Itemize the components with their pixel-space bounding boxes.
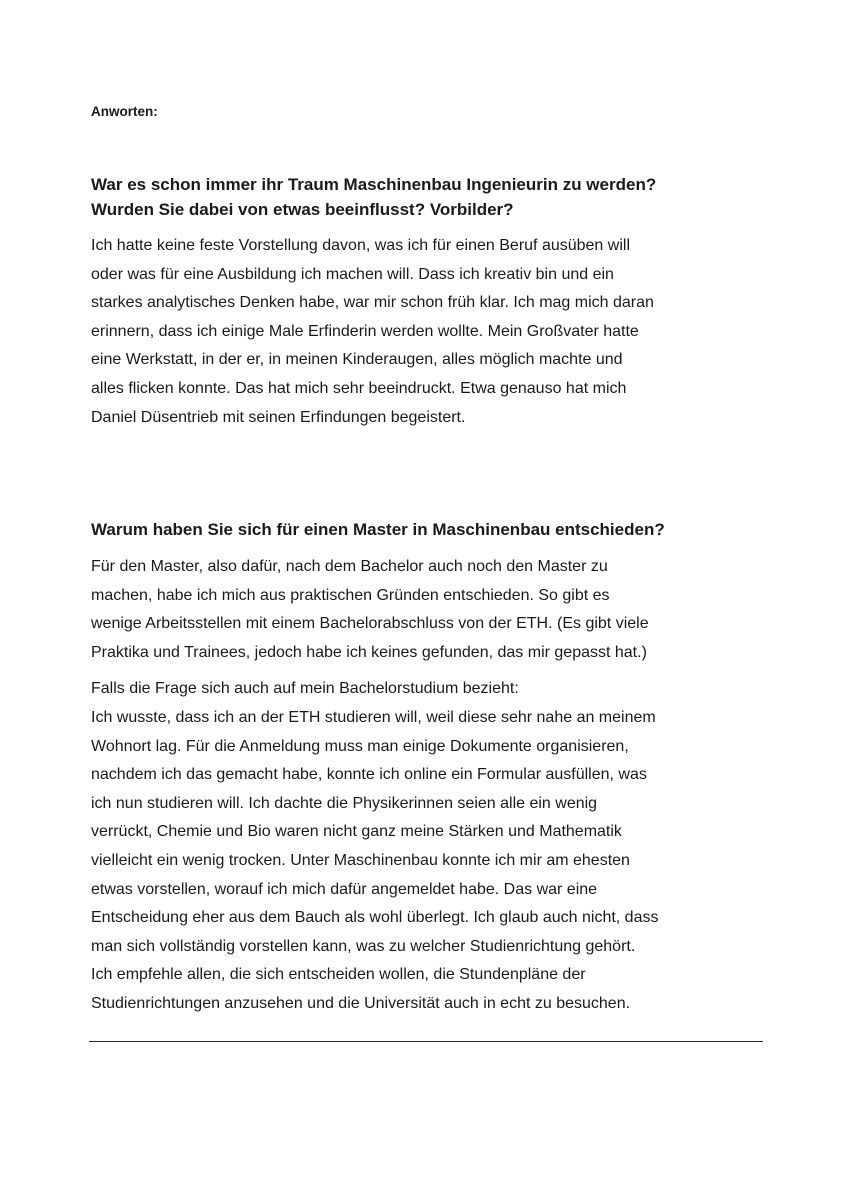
footer-divider (89, 1041, 763, 1042)
question-heading (91, 517, 781, 542)
question-line: War es schon immer ihr Traum Maschinenbau Ingenieurin zu werden? (91, 175, 657, 194)
text-line: starkes analytisches Denken habe, war mir schon früh klar. Ich mag mich daran (91, 294, 654, 312)
answer-paragraph (91, 553, 781, 667)
text-line: Falls die Frage sich auch auf mein Bachelorstudium bezieht: (91, 680, 519, 698)
text-line: Entscheidung eher aus dem Bauch als wohl überlegt. Ich glaub auch nicht, dass (91, 909, 659, 927)
text-line: Ich hatte keine feste Vorstellung davon, was ich für einen Beruf ausüben will (91, 237, 630, 254)
answer-paragraph (91, 232, 781, 432)
text-line: Daniel Düsentrieb mit seinen Erfindungen begeistert. (91, 408, 466, 426)
qa-section-1 (91, 172, 781, 432)
text-line: eine Werkstatt, in der er, in meinen Kinderaugen, alles möglich machte und (91, 351, 623, 369)
text-line: verrückt, Chemie und Bio waren nicht ganz meine Stärken und Mathematik (91, 823, 622, 841)
answers-label: Anworten: (91, 104, 158, 119)
text-line: alles flicken konnte. Das hat mich sehr beeindruckt. Etwa genauso hat mich (91, 379, 627, 397)
text-line: Für den Master, also dafür, nach dem Bachelor auch noch den Master zu (91, 558, 608, 575)
text-line: erinnern, dass ich einige Male Erfinderin werden wollte. Mein Großvater hatte (91, 322, 639, 340)
text-line: ich nun studieren will. Ich dachte die Physikerinnen seien alle ein wenig (91, 794, 598, 812)
qa-section-2 (91, 517, 781, 1019)
text-line: Ich wusste, dass ich an der ETH studieren will, weil diese sehr nahe an meinem (91, 708, 656, 726)
text-line: man sich vollständig vorstellen kann, was zu welcher Studienrichtung gehört. (91, 937, 636, 955)
text-line: vielleicht ein wenig trocken. Unter Maschinenbau konnte ich mir am ehesten (91, 851, 630, 869)
text-line: Ich empfehle allen, die sich entscheiden wollen, die Stundenpläne der (91, 966, 586, 984)
answer-paragraph (91, 675, 781, 1018)
question-line: Warum haben Sie sich für einen Master in Maschinenbau entschieden? (91, 520, 665, 539)
text-line: nachdem ich das gemacht habe, konnte ich online ein Formular ausfüllen, was (91, 766, 647, 784)
text-line: Praktika und Trainees, jedoch habe ich keines gefunden, das mir gepasst hat.) (91, 643, 647, 661)
text-line: oder was für eine Ausbildung ich machen will. Dass ich kreativ bin und ein (91, 265, 614, 283)
text-line: machen, habe ich mich aus praktischen Gründen entschieden. So gibt es (91, 586, 610, 604)
text-line: Wohnort lag. Für die Anmeldung muss man einige Dokumente organisieren, (91, 737, 629, 755)
question-line: Wurden Sie dabei von etwas beeinflusst? Vorbilder? (91, 200, 514, 219)
question-heading (91, 172, 781, 222)
text-line: etwas vorstellen, worauf ich mich dafür angemeldet habe. Das war eine (91, 880, 598, 898)
text-line: Studienrichtungen anzusehen und die Universität auch in echt zu besuchen. (91, 994, 631, 1012)
text-line: wenige Arbeitsstellen mit einem Bachelorabschluss von der ETH. (Es gibt viele (91, 615, 649, 633)
